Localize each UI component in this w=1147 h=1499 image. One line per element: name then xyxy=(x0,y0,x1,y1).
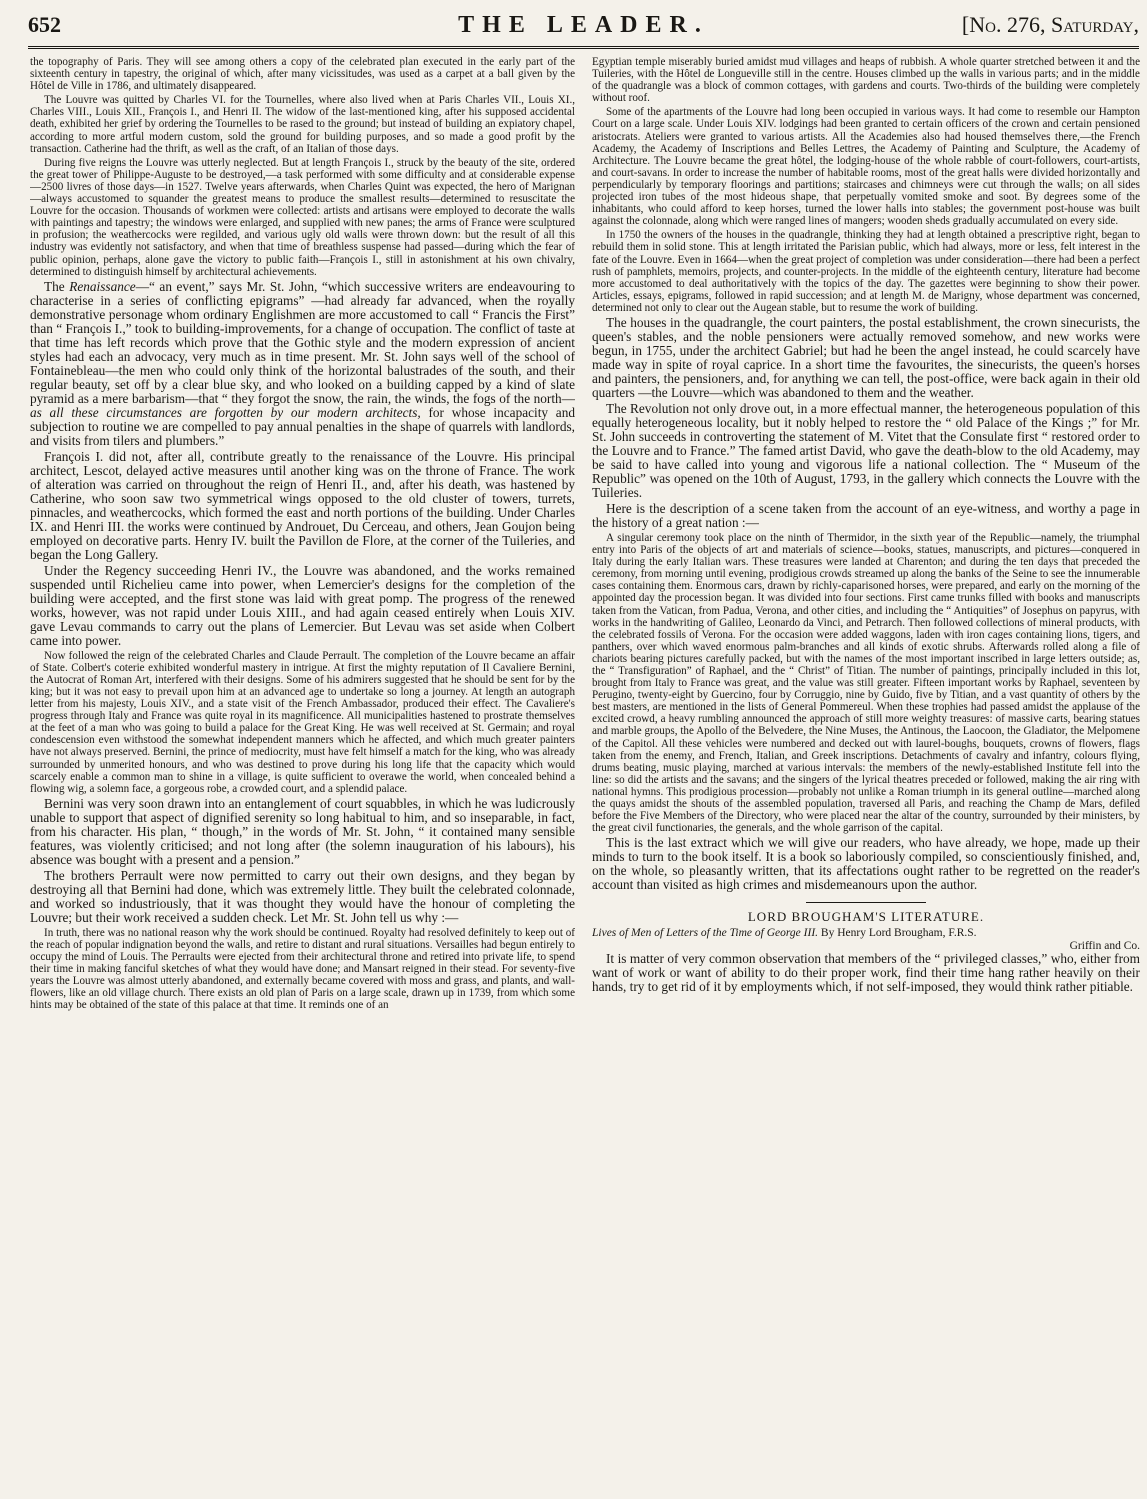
paragraph: It is matter of very common observation that members of the “ privileged classes,” who, either from want of work or want of ability to do their proper work, find their time hang rather heavily on their hands, try to get rid of it by employments which, if not self-imposed, they would think rather pitiable. xyxy=(592,951,1140,995)
paragraph: the topography of Paris. They will see among others a copy of the celebrated plan executed in the early part of the sixteenth century in tapestry, the original of which, after many vicissitudes, was used as a carpet at a ball given by the Hôtel de Ville in 1786, and ultimately disappeared. xyxy=(30,56,575,93)
book-title: Lives of Men of Letters of the Time of George III. xyxy=(592,927,819,940)
paragraph: The Revolution not only drove out, in a more effectual manner, the heterogeneous population of this equally heterogeneous locality, but it nobly helped to restore the “ old Palace of the Kings ;” for Mr. St. John succeeds in controverting the statement of M. Vitet that the Consulate first “ restored order to the Louvre and to France.” The famed artist David, who gave the death-blow to the old Academy, may be said to have called into young and vigorous life a national collection. The “ Museum of the Republic” was opened on the 10th of August, 1793, in the gallery which connects the Louvre with the Tuileries. xyxy=(592,400,1140,500)
section-divider xyxy=(806,902,926,903)
paragraph: This is the last extract which we will give our readers, who have already, we hope, made up their minds to turn to the book itself. It is a book so laboriously compiled, so conscientiously finished, and, on the whole, so pleasantly written, that its affectations ought rather to be regretted on the reader's account than visited as high crimes and misdemeanours upon the author. xyxy=(592,835,1140,893)
page-header xyxy=(28,10,1139,49)
text-run: The xyxy=(44,278,70,294)
paragraph xyxy=(30,280,575,448)
paragraph: François I. did not, after all, contribute greatly to the renaissance of the Louvre. His principal architect, Lescot, delayed active measures until another king was on the throne of France. The work of alteration was carried on throughout the reign of Henri II., and, after his death, was hastened by Catherine, who soon saw two symmetrical wings opposed to the old cluster of towers, turrets, pinnacles, and weathercocks, which formed the east and north portions of the building. Under Charles IX. and Henri III. the works were continued by Androuet, Du Cerceau, and others, Jean Goujon being employed on decorative parts. Henry IV. built the Pavillon de Flore, at the corner of the Tuileries, and began the Long Gallery. xyxy=(30,448,575,562)
page-number: 652 xyxy=(28,12,61,37)
paragraph: Under the Regency succeeding Henri IV., the Louvre was abandoned, and the works remained suspended until Richelieu came into power, when Lemercier's designs for the completion of the building were accepted, and the first stone was laid with great pomp. The progress of the renewed works, however, was not rapid under Louis XIII., and had again ceased entirely when Louis XIV. gave Levau commands to carry out the plans of Lemercier. But Levau was set aside when Colbert came into power. xyxy=(30,562,575,648)
paragraph: The houses in the quadrangle, the court painters, the postal establishment, the crown sinecurists, the queen's stables, and the noble pensioners were actually removed somehow, and new works were begun, in 1755, under the architect Gabriel; but had he been the angel instead, he could scarcely have made way in spite of royal caprice. In a short time the favourites, the sinecurists, the queen's horses and painters, the pensioners, and, for anything we can tell, the post-office, were back again in their old quarters —the Louvre—which was abandoned to them and the weather. xyxy=(592,314,1140,400)
quoted-paragraph: A singular ceremony took place on the ninth of Thermidor, in the sixth year of the Republic—namely, the triumphal entry into Paris of the objects of art and materials of science—books, statues, manuscripts, and pictures—conquered in Italy during the early Italian wars. These treasures were landed at Charenton; and during the ten days that preceded the ceremony, from morning until evening, prodigious crowds streamed up along the banks of the Seine to see the innumerable cases containing them. Enormous cars, drawn by richly-caparisoned horses, were prepared, and early on the morning of the appointed day the procession began. It was divided into four sections. First came trunks filled with books and manuscripts taken from the Vatican, from Padua, Verona, and other cities, and including the “ Antiquities” of Josephus on papyrus, with works in the handwriting of Galileo, Leonardo da Vinci, and Petrarch. Then followed collections of mineral products, with the celebrated fossils of Verona. For the occasion were added waggons, laden with iron cages containing lions, tigers, and panthers, over which waved enormous palm-branches and all kinds of exotic shrubs. Afterwards rolled along a file of chariots bearing pictures carefully packed, but with the names of the most important inscribed in large letters outside; as, the “ Transfiguration” of Raphael, and the “ Christ” of Titian. The number of paintings, principally included in this lot, brought from Italy to France was great, and the value was still greater. Fifteen important works by Raphael, seventeen by Perugino, twenty-eight by Guercino, four by Corruggio, nine by Guido, five by Titian, and a vast quantity of others by the best masters, are mentioned in the lists of General Pommereul. When these trophies had passed amidst the applause of the excited crowd, a heavy rumbling announced the approach of still more weighty treasures: of massive carts, bearing statues and marble groups, the Apollo of the Belvedere, the Nine Muses, the Antinous, the Laocoon, the Gladiator, the Melpomene of the Capitol. All these vehicles were numbered and decked out with laurel-boughs, bouquets, crowns of flowers, flags taken from the enemy, and French, Italian, and Greek inscriptions. Detachments of cavalry and infantry, colours flying, drums beating, music playing, marched at various intervals: the members of the newly-established Institute fell into the line: so did the artists and the savans; and the singers of the lyrical theatres preceded or followed, making the air ring with national hymns. This prodigious procession—probably not unlike a Roman triumph in its general outline—marched along the quays amidst the shouts of the assembled population, traversed all Paris, and reaching the Champ de Mars, defiled before the Five Members of the Directory, who were placed near the altar of the country, surrounded by their ministers, by the great civil functionaries, the generals, and the whole garrison of the capital. xyxy=(592,531,1140,835)
quoted-paragraph: In 1750 the owners of the houses in the quadrangle, thinking they had at length obtained a prescriptive right, began to rebuild them in solid stone. This at length irritated the Parisian public, which had always, more or less, felt interest in the fate of the Louvre. Even in 1664—when the great project of completion was under consideration—there had been a perfect rush of pamphlets, memoirs, projects, and counter-projects. In the middle of the eighteenth century, literature had become more accustomed to deal authoritatively with the topics of the day. The gazettes were beginning to show their power. Articles, essays, epigrams, followed in rapid succession; and at length M. de Marigny, whose department was concerned, determined not only to clear out the Augean stable, but to resume the work of building. xyxy=(592,229,1140,314)
quoted-paragraph: In truth, there was no national reason why the work should be continued. Royalty had resolved definitely to keep out of the reach of popular indignation beyond the walls, and retire to distant and rural situations. Versailles had begun entirely to occupy the mind of Louis. The Perraults were ejected from their architectural throne and retired into private life, to spend their time in making fanciful sketches of what they would have done; and Mansart reigned in their stead. For seventy-five years the Louvre was almost utterly abandoned, and externally became covered with moss and grass, and plants, and wall-flowers, like an old village church. There exists an old plan of Paris on a large scale, drawn up in 1739, from which some hints may be obtained of the state of this palace at that time. It reminds one of an xyxy=(30,926,575,1012)
text-run: for whose incapacity and subjection to routine we are compelled to pay annual penalties in the shape of quarrels with landlords, and visits from tilers and plumbers.” xyxy=(30,404,575,448)
newspaper-title: THE LEADER. xyxy=(458,12,709,38)
book-author: By Henry Lord Brougham, F.R.S. xyxy=(818,927,977,940)
paragraph: The brothers Perrault were now permitted to carry out their own designs, and they began by destroying all that Bernini had done, which was extremely little. They built the celebrated colonnade, and worked so industriously, that it was thought they would have the honour of completing the Louvre; but their work received a sudden check. Let Mr. St. John tell us why :— xyxy=(30,867,575,925)
quoted-paragraph: Egyptian temple miserably buried amidst mud villages and heaps of rubbish. A whole quarter stretched between it and the Tuileries, with the Hôtel de Longueville still in the centre. Houses climbed up the walls in various parts; and in the middle of the quadrangle was a block of common cottages, with gardens and courts. Two-thirds of the building were completely without roof. xyxy=(592,56,1140,105)
issue-info: [No. 276, Saturday, xyxy=(961,12,1139,37)
paragraph: The Louvre was quitted by Charles VI. for the Tournelles, where also lived when at Paris Charles VII., Louis XI., Charles VIII., Louis XII., François I., and Henri II. The widow of the last-mentioned king, after his supposed accidental death, exhibited her grief by ordering the Tournelles to be rased to the ground; but instead of building an expiatory chapel, according to more artful modern custom, sold the ground for building purposes, and so made a good profit by the transaction. Catherine had the thrift, as well as the craft, of an Italian of those days. xyxy=(30,94,575,155)
paragraph: Here is the description of a scene taken from the account of an eye-witness, and worthy a page in the history of a great nation :— xyxy=(592,500,1140,530)
book-reference xyxy=(592,927,1140,940)
paragraph: Bernini was very soon drawn into an entanglement of court squabbles, in which he was ludicrously unable to support that aspect of dignified serenity so long habitual to him, and so inseparable, in fact, from his character. His plan, “ though,” in the words of Mr. St. John, “ it contained many sensible features, was violently criticised; and not long after (the solemn inauguration of his labours), his absence was bought with a present and a pension.” xyxy=(30,795,575,867)
paragraph: During five reigns the Louvre was utterly neglected. But at length François I., struck by the beauty of the site, ordered the great tower of Philippe-Auguste to be destroyed,—a task performed with some difficulty and at considerable expense—2500 livres of those days—in 1527. Twelve years afterwards, when Charles Quint was expected, the hero of Marignan—always accustomed to squander the greatest means to produce the smallest results—determined to resuscitate the Louvre for the occasion. Thousands of workmen were collected: artists and artisans were employed to decorate the walls with paintings and tapestry; the windows were enlarged, and supplied with new panes; the arms of France were sculptured in profusion; the weathercocks were regilded, and various ugly old walls were thrown down: but the result of all this industry was evidently not satisfactory, and when that time of breathless suspense had passed—during which the fear of public opinion, perhaps, alone gave the victory to public faith—François I., still in astonishment at his own chivalry, determined to distinguish himself by architectural achievements. xyxy=(30,156,575,278)
text-run: —“ an event,” says Mr. St. John, “which successive writers are endeavouring to characterise in a series of conflicting epigrams” —had already far advanced, when the royally demonstrative personage whom ordinary Englishmen are more accustomed to call “ Francis the First” than “ François I.,” took to building-improvements, for a change of occupation. The conflict of taste at that time has left records which prove that the Gothic style and the modern expression of ancient styles had each an advocacy, very much as in time present. Mr. St. John says well of the school of Fontainebleau—the men who could only think of the horizontal balustrades of the south, and their regular beauty, set off by a clear blue sky, and who looked on a building capped by a kind of slate pyramid as a mere barbarism—that “ they forgot the snow, the rain, the winds, the fogs of the north— xyxy=(30,278,575,406)
section-title: LORD BROUGHAM'S LITERATURE. xyxy=(747,909,985,925)
italic-run: as all these circumstances are forgotten by our modern architects, xyxy=(30,404,421,420)
right-column xyxy=(592,56,1140,1492)
quoted-paragraph: Now followed the reign of the celebrated Charles and Claude Perrault. The completion of the Louvre became an affair of State. Colbert's coterie exhibited wonderful mastery in intrigue. At first the mighty reputation of Il Cavaliere Bernini, the Autocrat of Roman Art, interfered with their designs. Some of his admirers suggested that he should be sent for by the king; but it was not easy to prevail upon him at an advanced age to undertake so long a journey. At length an autograph letter from his majesty, Louis XIV., and a state visit of the French Ambassador, produced their effect. The Cavaliere's progress through Italy and France was quite royal in its magnificence. All municipalities hastened to prostrate themselves at the feet of a man who was going to build a palace for the Great King. He was well received at St. Germain; and royal condescension even withstood the somewhat independent manners which he affected, and which much greater painters have not always preserved. Bernini, the prince of mediocrity, must have felt himself a match for the king, who was already surrounded by unmerited honours, and who was destined to prove during his long life that the capacity which would scarcely enable a common man to shine in a village, is quite sufficient to overawe the world, when concealed behind a flowing wig, a solemn face, a gorgeous robe, a crowded court, and a splendid palace. xyxy=(30,649,575,795)
italic-run: Renaissance xyxy=(69,278,136,294)
book-publisher: Griffin and Co. xyxy=(1069,939,1140,952)
left-column xyxy=(30,56,575,1492)
quoted-paragraph: Some of the apartments of the Louvre had long been occupied in various ways. It had come to resemble our Hampton Court on a large scale. Under Louis XIV. lodgings had been granted to certain officers of the crown and certain pensioned aristocrats. Ateliers were granted to various artists. All the Academies also had housed themselves there,—the French Academy, the Academy of Inscriptions and Belles Lettres, the Academy of Painting and Sculpture, the Academy of Architecture. The Louvre became the great hôtel, the lodging-house of the whole rabble of court-followers, court-artists, and court-savans. In order to increase the number of habitable rooms, most of the great halls were divided horizontally and perpendicularly by temporary floorings and partitions; staircases and chimneys were cut through the walls; on all sides projected iron tubes of the most hideous shape, that perpetually vomited smoke and soot. By degrees some of the inhabitants, who could afford to keep horses, turned the lower halls into stables; the government post-house was built against the colonnade, along which were ranged lines of mangers; wooden sheds gradually accumulated on every side. xyxy=(592,106,1140,228)
